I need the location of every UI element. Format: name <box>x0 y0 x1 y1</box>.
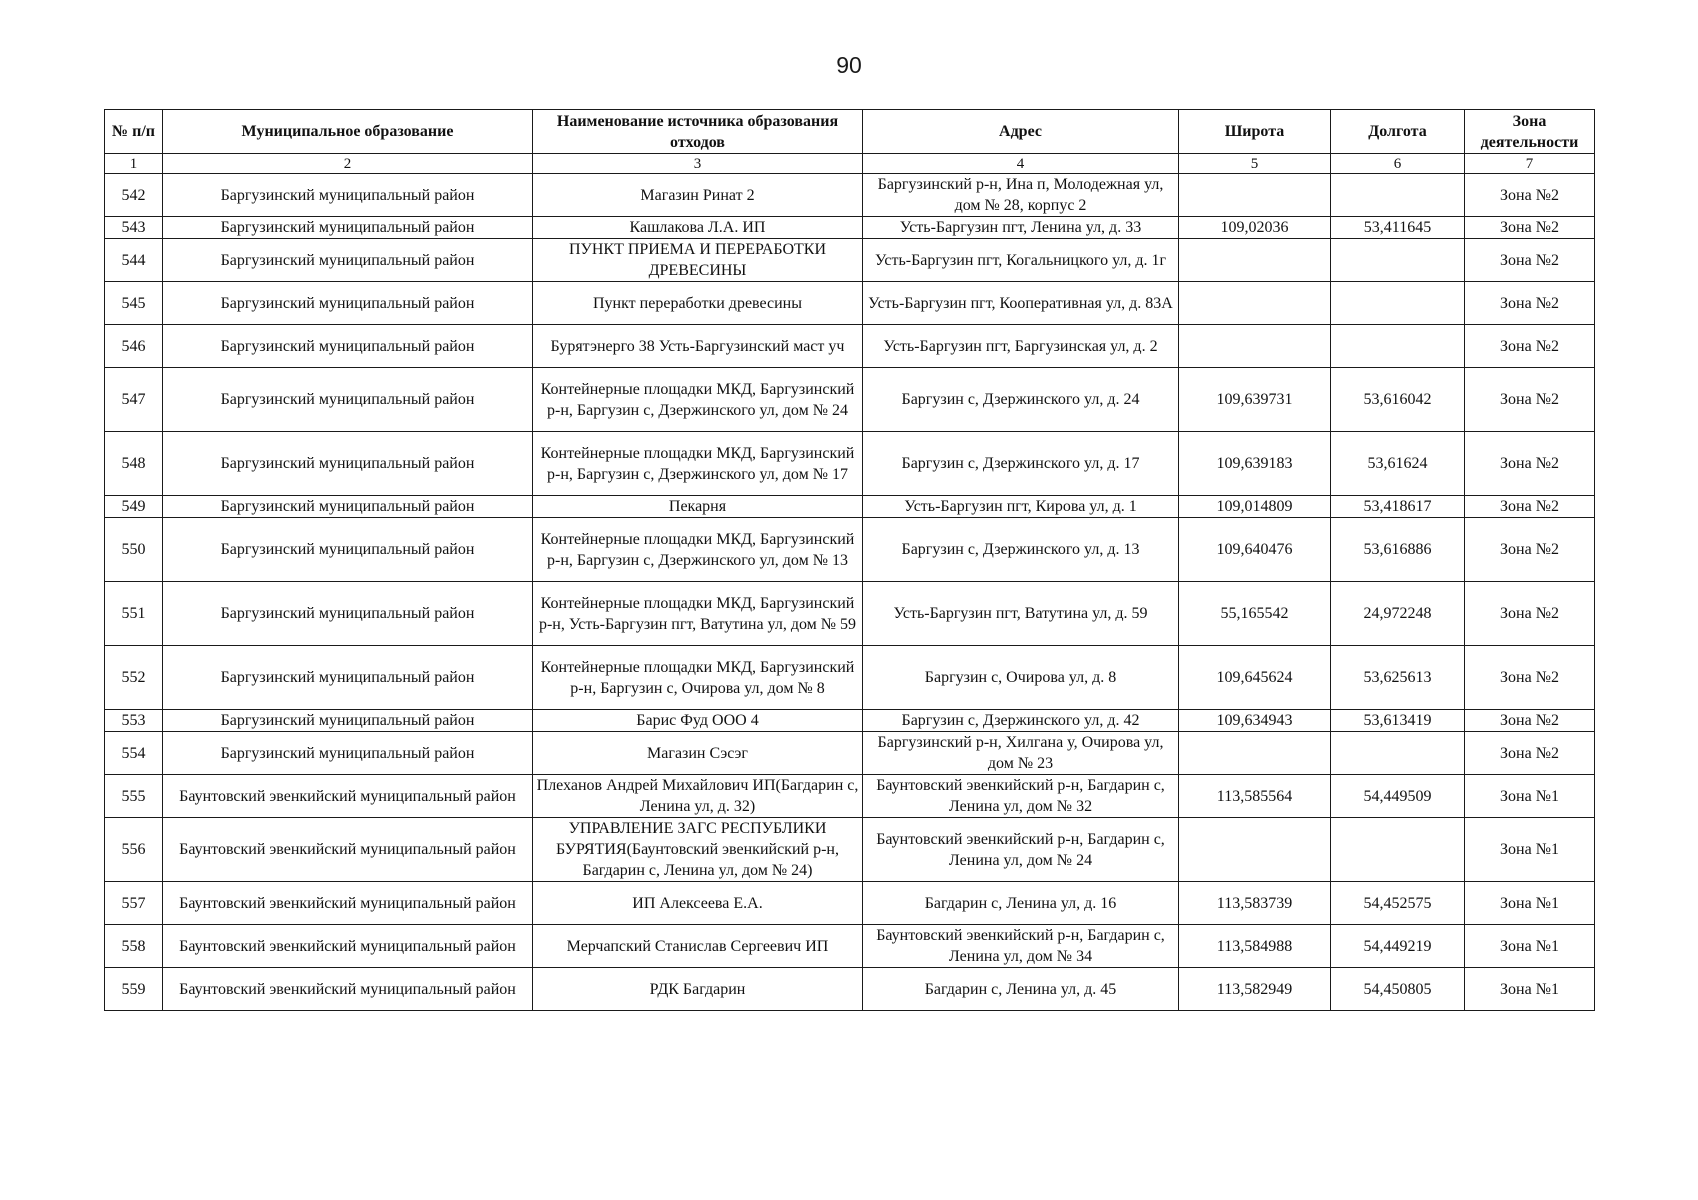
table-row <box>105 968 1595 1011</box>
longitude-cell: 53,418617 <box>1331 496 1465 518</box>
source-cell: УПРАВЛЕНИЕ ЗАГС РЕСПУБЛИКИ БУРЯТИЯ(Баунтовский эвенкийский р-н, Багдарин с, Ленина ул, дом № 24) <box>533 818 863 882</box>
source-cell: Магазин Сэсэг <box>533 732 863 775</box>
address-cell: Баргузин с, Дзержинского ул, д. 24 <box>863 368 1179 432</box>
longitude-cell <box>1331 174 1465 217</box>
source-cell: Контейнерные площадки МКД, Баргузинский р-н, Баргузин с, Очирова ул, дом № 8 <box>533 646 863 710</box>
zone-cell: Зона №2 <box>1465 496 1595 518</box>
row-number: 553 <box>105 710 163 732</box>
address-cell: Усть-Баргузин пгт, Ватутина ул, д. 59 <box>863 582 1179 646</box>
latitude-cell: 109,02036 <box>1179 217 1331 239</box>
latitude-cell: 109,645624 <box>1179 646 1331 710</box>
source-cell: Барис Фуд ООО 4 <box>533 710 863 732</box>
source-cell: Мерчапский Станислав Сергеевич ИП <box>533 925 863 968</box>
row-number: 542 <box>105 174 163 217</box>
row-number: 543 <box>105 217 163 239</box>
latitude-cell <box>1179 818 1331 882</box>
table-row <box>105 582 1595 646</box>
table-row <box>105 432 1595 496</box>
table-row <box>105 925 1595 968</box>
address-cell: Баргузин с, Дзержинского ул, д. 42 <box>863 710 1179 732</box>
table-row <box>105 710 1595 732</box>
zone-cell: Зона №2 <box>1465 582 1595 646</box>
latitude-cell: 55,165542 <box>1179 582 1331 646</box>
table-row <box>105 368 1595 432</box>
table-row <box>105 646 1595 710</box>
municipality-cell: Баргузинский муниципальный район <box>163 368 533 432</box>
longitude-cell <box>1331 732 1465 775</box>
waste-sources-table <box>104 109 1595 1011</box>
longitude-cell: 24,972248 <box>1331 582 1465 646</box>
municipality-cell: Баргузинский муниципальный район <box>163 282 533 325</box>
address-cell: Усть-Баргузин пгт, Кооперативная ул, д. 83А <box>863 282 1179 325</box>
row-number: 556 <box>105 818 163 882</box>
address-cell: Багдарин с, Ленина ул, д. 45 <box>863 968 1179 1011</box>
address-cell: Баунтовский эвенкийский р-н, Багдарин с, Ленина ул, дом № 34 <box>863 925 1179 968</box>
source-cell: Пекарня <box>533 496 863 518</box>
longitude-cell: 54,450805 <box>1331 968 1465 1011</box>
row-number: 554 <box>105 732 163 775</box>
municipality-cell: Баргузинский муниципальный район <box>163 432 533 496</box>
address-cell: Усть-Баргузин пгт, Ленина ул, д. 33 <box>863 217 1179 239</box>
longitude-cell <box>1331 325 1465 368</box>
latitude-cell: 113,585564 <box>1179 775 1331 818</box>
zone-cell: Зона №2 <box>1465 282 1595 325</box>
zone-cell: Зона №2 <box>1465 239 1595 282</box>
header-zone: Зона деятельности <box>1465 110 1595 154</box>
page-number: 90 <box>836 52 862 78</box>
column-number: 3 <box>533 154 863 174</box>
longitude-cell <box>1331 818 1465 882</box>
municipality-cell: Баргузинский муниципальный район <box>163 710 533 732</box>
row-number: 559 <box>105 968 163 1011</box>
address-cell: Баргузин с, Очирова ул, д. 8 <box>863 646 1179 710</box>
row-number: 549 <box>105 496 163 518</box>
latitude-cell: 113,583739 <box>1179 882 1331 925</box>
address-cell: Баунтовский эвенкийский р-н, Багдарин с, Ленина ул, дом № 32 <box>863 775 1179 818</box>
column-number-row <box>105 154 1595 174</box>
municipality-cell: Баунтовский эвенкийский муниципальный район <box>163 925 533 968</box>
row-number: 545 <box>105 282 163 325</box>
table-header-row <box>105 110 1595 154</box>
header-address: Адрес <box>863 110 1179 154</box>
zone-cell: Зона №1 <box>1465 925 1595 968</box>
address-cell: Усть-Баргузин пгт, Баргузинская ул, д. 2 <box>863 325 1179 368</box>
row-number: 551 <box>105 582 163 646</box>
table-row <box>105 732 1595 775</box>
zone-cell: Зона №1 <box>1465 968 1595 1011</box>
table-row <box>105 325 1595 368</box>
address-cell: Баргузин с, Дзержинского ул, д. 13 <box>863 518 1179 582</box>
row-number: 558 <box>105 925 163 968</box>
source-cell: ИП Алексеева Е.А. <box>533 882 863 925</box>
municipality-cell: Баргузинский муниципальный район <box>163 325 533 368</box>
column-number: 1 <box>105 154 163 174</box>
row-number: 557 <box>105 882 163 925</box>
table-row <box>105 496 1595 518</box>
table-row <box>105 775 1595 818</box>
latitude-cell: 109,639183 <box>1179 432 1331 496</box>
municipality-cell: Баунтовский эвенкийский муниципальный район <box>163 775 533 818</box>
zone-cell: Зона №2 <box>1465 518 1595 582</box>
municipality-cell: Баргузинский муниципальный район <box>163 732 533 775</box>
source-cell: Плеханов Андрей Михайлович ИП(Багдарин с, Ленина ул, д. 32) <box>533 775 863 818</box>
latitude-cell: 113,582949 <box>1179 968 1331 1011</box>
zone-cell: Зона №2 <box>1465 646 1595 710</box>
table-row <box>105 174 1595 217</box>
municipality-cell: Баунтовский эвенкийский муниципальный район <box>163 882 533 925</box>
zone-cell: Зона №2 <box>1465 432 1595 496</box>
address-cell: Баргузинский р-н, Ина п, Молодежная ул, дом № 28, корпус 2 <box>863 174 1179 217</box>
header-latitude: Широта <box>1179 110 1331 154</box>
municipality-cell: Баргузинский муниципальный район <box>163 239 533 282</box>
municipality-cell: Баргузинский муниципальный район <box>163 496 533 518</box>
source-cell: Контейнерные площадки МКД, Баргузинский р-н, Баргузин с, Дзержинского ул, дом № 13 <box>533 518 863 582</box>
municipality-cell: Баунтовский эвенкийский муниципальный район <box>163 968 533 1011</box>
longitude-cell: 53,625613 <box>1331 646 1465 710</box>
source-cell: Магазин Ринат 2 <box>533 174 863 217</box>
zone-cell: Зона №2 <box>1465 217 1595 239</box>
longitude-cell: 54,452575 <box>1331 882 1465 925</box>
zone-cell: Зона №2 <box>1465 368 1595 432</box>
latitude-cell: 109,639731 <box>1179 368 1331 432</box>
zone-cell: Зона №1 <box>1465 775 1595 818</box>
header-longitude: Долгота <box>1331 110 1465 154</box>
municipality-cell: Баргузинский муниципальный район <box>163 217 533 239</box>
latitude-cell <box>1179 732 1331 775</box>
zone-cell: Зона №2 <box>1465 710 1595 732</box>
municipality-cell: Баунтовский эвенкийский муниципальный район <box>163 818 533 882</box>
row-number: 544 <box>105 239 163 282</box>
latitude-cell: 109,640476 <box>1179 518 1331 582</box>
header-source: Наименование источника образования отходов <box>533 110 863 154</box>
row-number: 546 <box>105 325 163 368</box>
zone-cell: Зона №2 <box>1465 732 1595 775</box>
address-cell: Усть-Баргузин пгт, Кирова ул, д. 1 <box>863 496 1179 518</box>
latitude-cell <box>1179 325 1331 368</box>
address-cell: Баунтовский эвенкийский р-н, Багдарин с, Ленина ул, дом № 24 <box>863 818 1179 882</box>
zone-cell: Зона №1 <box>1465 818 1595 882</box>
address-cell: Багдарин с, Ленина ул, д. 16 <box>863 882 1179 925</box>
zone-cell: Зона №1 <box>1465 882 1595 925</box>
row-number: 548 <box>105 432 163 496</box>
header-municipality: Муниципальное образование <box>163 110 533 154</box>
source-cell: РДК Багдарин <box>533 968 863 1011</box>
row-number: 547 <box>105 368 163 432</box>
table-row <box>105 818 1595 882</box>
longitude-cell: 54,449219 <box>1331 925 1465 968</box>
column-number: 4 <box>863 154 1179 174</box>
longitude-cell: 53,616886 <box>1331 518 1465 582</box>
row-number: 555 <box>105 775 163 818</box>
column-number: 2 <box>163 154 533 174</box>
header-number: № п/п <box>105 110 163 154</box>
longitude-cell: 53,411645 <box>1331 217 1465 239</box>
row-number: 550 <box>105 518 163 582</box>
address-cell: Баргузин с, Дзержинского ул, д. 17 <box>863 432 1179 496</box>
table-body <box>105 174 1595 1011</box>
latitude-cell: 109,014809 <box>1179 496 1331 518</box>
table-row <box>105 518 1595 582</box>
longitude-cell: 54,449509 <box>1331 775 1465 818</box>
source-cell: Пункт переработки древесины <box>533 282 863 325</box>
source-cell: Контейнерные площадки МКД, Баргузинский р-н, Баргузин с, Дзержинского ул, дом № 24 <box>533 368 863 432</box>
municipality-cell: Баргузинский муниципальный район <box>163 646 533 710</box>
source-cell: Бурятэнерго 38 Усть-Баргузинский маст уч <box>533 325 863 368</box>
column-number: 6 <box>1331 154 1465 174</box>
source-cell: ПУНКТ ПРИЕМА И ПЕРЕРАБОТКИ ДРЕВЕСИНЫ <box>533 239 863 282</box>
column-number: 5 <box>1179 154 1331 174</box>
longitude-cell: 53,61624 <box>1331 432 1465 496</box>
longitude-cell <box>1331 239 1465 282</box>
latitude-cell <box>1179 174 1331 217</box>
source-cell: Контейнерные площадки МКД, Баргузинский р-н, Баргузин с, Дзержинского ул, дом № 17 <box>533 432 863 496</box>
longitude-cell: 53,613419 <box>1331 710 1465 732</box>
address-cell: Баргузинский р-н, Хилгана у, Очирова ул, дом № 23 <box>863 732 1179 775</box>
table-row <box>105 882 1595 925</box>
latitude-cell: 113,584988 <box>1179 925 1331 968</box>
table-row <box>105 282 1595 325</box>
source-cell: Кашлакова Л.А. ИП <box>533 217 863 239</box>
row-number: 552 <box>105 646 163 710</box>
municipality-cell: Баргузинский муниципальный район <box>163 582 533 646</box>
column-number: 7 <box>1465 154 1595 174</box>
latitude-cell <box>1179 239 1331 282</box>
table-row <box>105 239 1595 282</box>
municipality-cell: Баргузинский муниципальный район <box>163 518 533 582</box>
municipality-cell: Баргузинский муниципальный район <box>163 174 533 217</box>
zone-cell: Зона №2 <box>1465 174 1595 217</box>
latitude-cell <box>1179 282 1331 325</box>
source-cell: Контейнерные площадки МКД, Баргузинский р-н, Усть-Баргузин пгт, Ватутина ул, дом № 59 <box>533 582 863 646</box>
longitude-cell: 53,616042 <box>1331 368 1465 432</box>
address-cell: Усть-Баргузин пгт, Когальницкого ул, д. 1г <box>863 239 1179 282</box>
longitude-cell <box>1331 282 1465 325</box>
latitude-cell: 109,634943 <box>1179 710 1331 732</box>
table-row <box>105 217 1595 239</box>
zone-cell: Зона №2 <box>1465 325 1595 368</box>
